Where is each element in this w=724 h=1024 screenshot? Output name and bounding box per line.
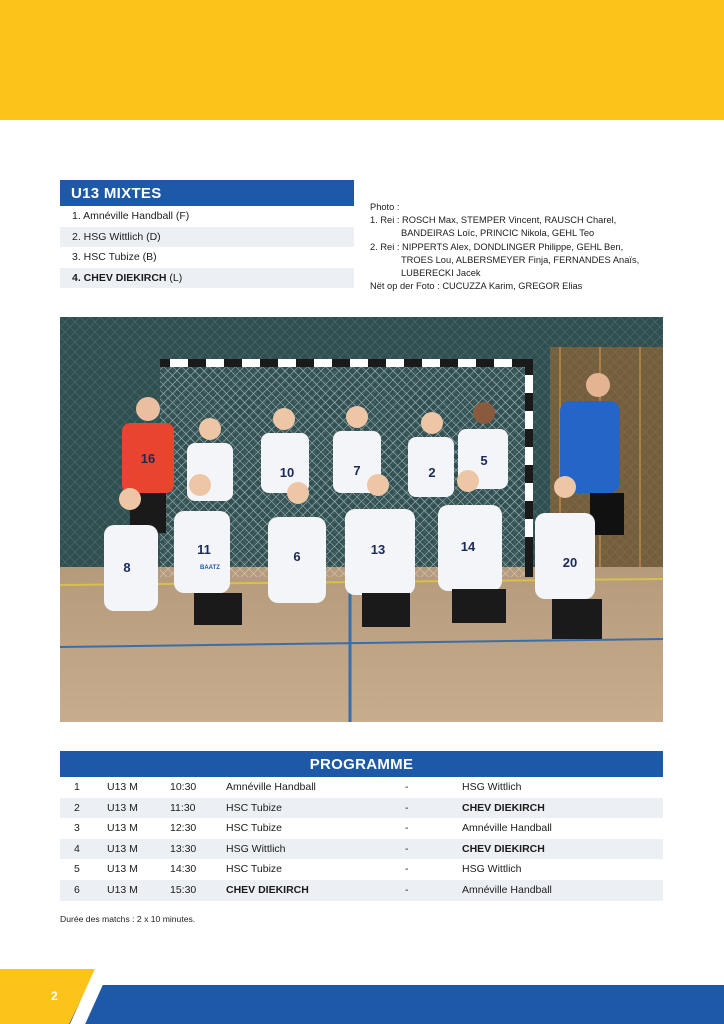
caption-row2-line1: 2. Rei : NIPPERTS Alex, DONDLINGER Philippe, GEHL Ben, xyxy=(370,241,624,252)
home-team: Amnéville Handball xyxy=(226,781,316,793)
table-row xyxy=(60,880,663,901)
match-category: U13 M xyxy=(107,781,138,793)
sponsor-logo: BAATZ xyxy=(200,565,220,571)
table-row xyxy=(60,839,663,860)
table-row xyxy=(60,818,663,839)
standings-team: 1. Amnéville Handball (F) xyxy=(72,210,190,222)
standings-row xyxy=(60,206,354,227)
table-row xyxy=(60,859,663,880)
jersey-number: 20 xyxy=(562,555,578,570)
jersey-number: 11 xyxy=(197,542,211,557)
caption-row2-line3: LUBERECKI Jacek xyxy=(401,268,481,279)
standings-country: (L) xyxy=(166,271,183,284)
standings-row xyxy=(60,247,354,268)
page-number: 2 xyxy=(51,989,58,1003)
separator: - xyxy=(405,822,409,835)
match-category: U13 M xyxy=(107,822,138,835)
match-time: 15:30 xyxy=(170,883,197,896)
jersey-number: 16 xyxy=(140,451,156,466)
away-team: CHEV DIEKIRCH xyxy=(462,801,545,814)
standings-team: 3. HSC Tubize (B) xyxy=(72,251,157,263)
match-category: U13 M xyxy=(107,863,138,876)
table-row xyxy=(60,777,663,798)
jersey-number: 7 xyxy=(353,463,361,478)
team-photo xyxy=(60,317,663,722)
table-row xyxy=(60,798,663,819)
match-category: U13 M xyxy=(107,801,138,814)
jersey-number: 6 xyxy=(293,549,301,564)
match-duration-note: Durée des matchs : 2 x 10 minutes. xyxy=(60,914,196,924)
jersey-number: 8 xyxy=(123,560,131,575)
match-category: U13 M xyxy=(107,883,138,896)
home-team: HSG Wittlich xyxy=(226,842,286,855)
separator: - xyxy=(405,863,409,876)
away-team: HSG Wittlich xyxy=(462,781,522,793)
standings-table xyxy=(60,180,354,288)
footer-blue-band xyxy=(0,985,724,1024)
jersey-number: 5 xyxy=(480,453,488,468)
away-team: Amnéville Handball xyxy=(462,822,552,835)
separator: - xyxy=(405,883,409,896)
photo-caption xyxy=(370,201,660,293)
match-category: U13 M xyxy=(107,842,138,855)
match-time: 12:30 xyxy=(170,822,197,835)
away-team: HSG Wittlich xyxy=(462,863,522,876)
match-number: 4 xyxy=(74,842,80,855)
standings-team: 2. HSG Wittlich (D) xyxy=(72,230,161,243)
team-photo-illustration xyxy=(60,317,663,722)
match-number: 1 xyxy=(74,781,80,793)
separator: - xyxy=(405,781,409,793)
standings-team: 4. CHEV DIEKIRCH xyxy=(72,271,167,284)
jersey-number: 10 xyxy=(279,465,295,480)
home-team: HSC Tubize xyxy=(226,801,283,814)
standings-row xyxy=(60,268,354,289)
programme-table xyxy=(60,751,663,901)
caption-row2-line2: TROES Lou, ALBERSMEYER Finja, FERNANDES Anaïs, xyxy=(401,254,640,265)
caption-label: Photo : xyxy=(370,202,400,212)
match-number: 5 xyxy=(74,863,80,876)
caption-row1-line1: 1. Rei : ROSCH Max, STEMPER Vincent, RAUSCH Charel, xyxy=(370,215,617,226)
match-time: 13:30 xyxy=(170,842,197,855)
match-number: 3 xyxy=(74,822,80,835)
home-team: CHEV DIEKIRCH xyxy=(226,883,309,896)
match-time: 11:30 xyxy=(170,801,196,814)
standings-title: U13 MIXTES xyxy=(60,180,354,206)
jersey-number: 14 xyxy=(460,539,476,554)
home-team: HSC Tubize xyxy=(226,863,283,876)
caption-row1-line2: BANDEIRAS Loïc, PRINCIC Nikola, GEHL Teo xyxy=(401,228,595,239)
separator: - xyxy=(405,842,409,855)
caption-row3: Nët op der Foto : CUCUZZA Karim, GREGOR Elias xyxy=(370,281,583,292)
away-team: Amnéville Handball xyxy=(462,883,552,896)
jersey-number: 2 xyxy=(428,465,436,480)
home-team: HSC Tubize xyxy=(226,822,283,835)
jersey-number: 13 xyxy=(370,542,386,557)
match-number: 2 xyxy=(74,801,80,814)
away-team: CHEV DIEKIRCH xyxy=(462,842,545,855)
separator: - xyxy=(405,801,409,814)
top-yellow-band xyxy=(0,0,724,120)
programme-title: PROGRAMME xyxy=(60,751,663,777)
standings-row xyxy=(60,227,354,248)
match-number: 6 xyxy=(74,883,80,896)
match-time: 14:30 xyxy=(170,863,197,876)
match-time: 10:30 xyxy=(170,781,197,793)
